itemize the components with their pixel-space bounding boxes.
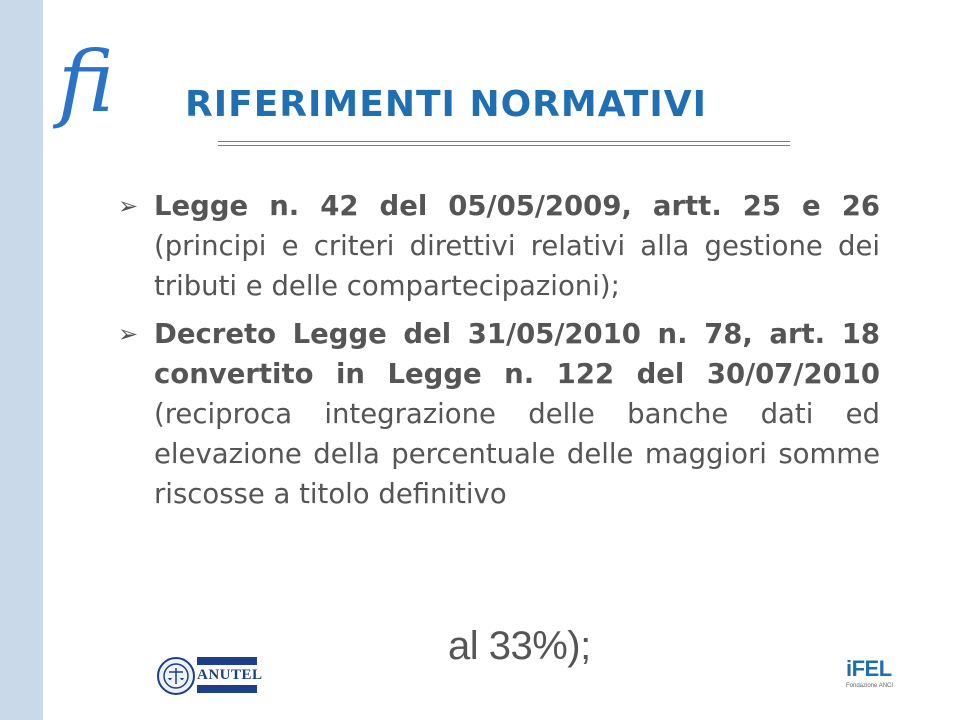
fi-logo: fi [58,33,115,131]
bullet-bold-text: Decreto Legge del 31/05/2010 n. 78, art. 18 convertito in Legge n. 122 del 30/07/2010 [154,318,880,390]
bullet-text: (principi e criteri direttivi relativi alla gestione dei tributi e delle compartecipazioni); [154,230,880,302]
anutel-bar-bottom [197,685,257,693]
title-divider [218,141,790,146]
left-sidebar-band [0,0,43,720]
ifel-logo [846,656,896,696]
ifel-subtitle: Fondazione ANCI [846,683,894,689]
arrow-bullet-icon: ➢ [118,192,139,220]
bullet-text: (reciproca integrazione delle banche dati ed elevazione della percentuale delle maggiori somme riscosse a titolo definitivo [154,398,880,510]
arrow-bullet-icon: ➢ [118,320,139,348]
bullet-item-legge-42 [118,186,880,306]
slide-title: RIFERIMENTI NORMATIVI [185,84,707,125]
bullet-list [118,186,880,522]
bullet-item-decreto-78 [118,314,880,514]
anutel-logo [155,655,263,697]
anutel-bar-top [197,657,257,665]
bullet-bold-text: Legge n. 42 del 05/05/2009, artt. 25 e 26 [154,190,880,222]
bullet-tail-text: al 33%); [448,624,591,668]
ifel-name: iFEL [846,656,892,681]
seal-icon [157,657,195,695]
anutel-name: ANUTEL [197,667,263,683]
